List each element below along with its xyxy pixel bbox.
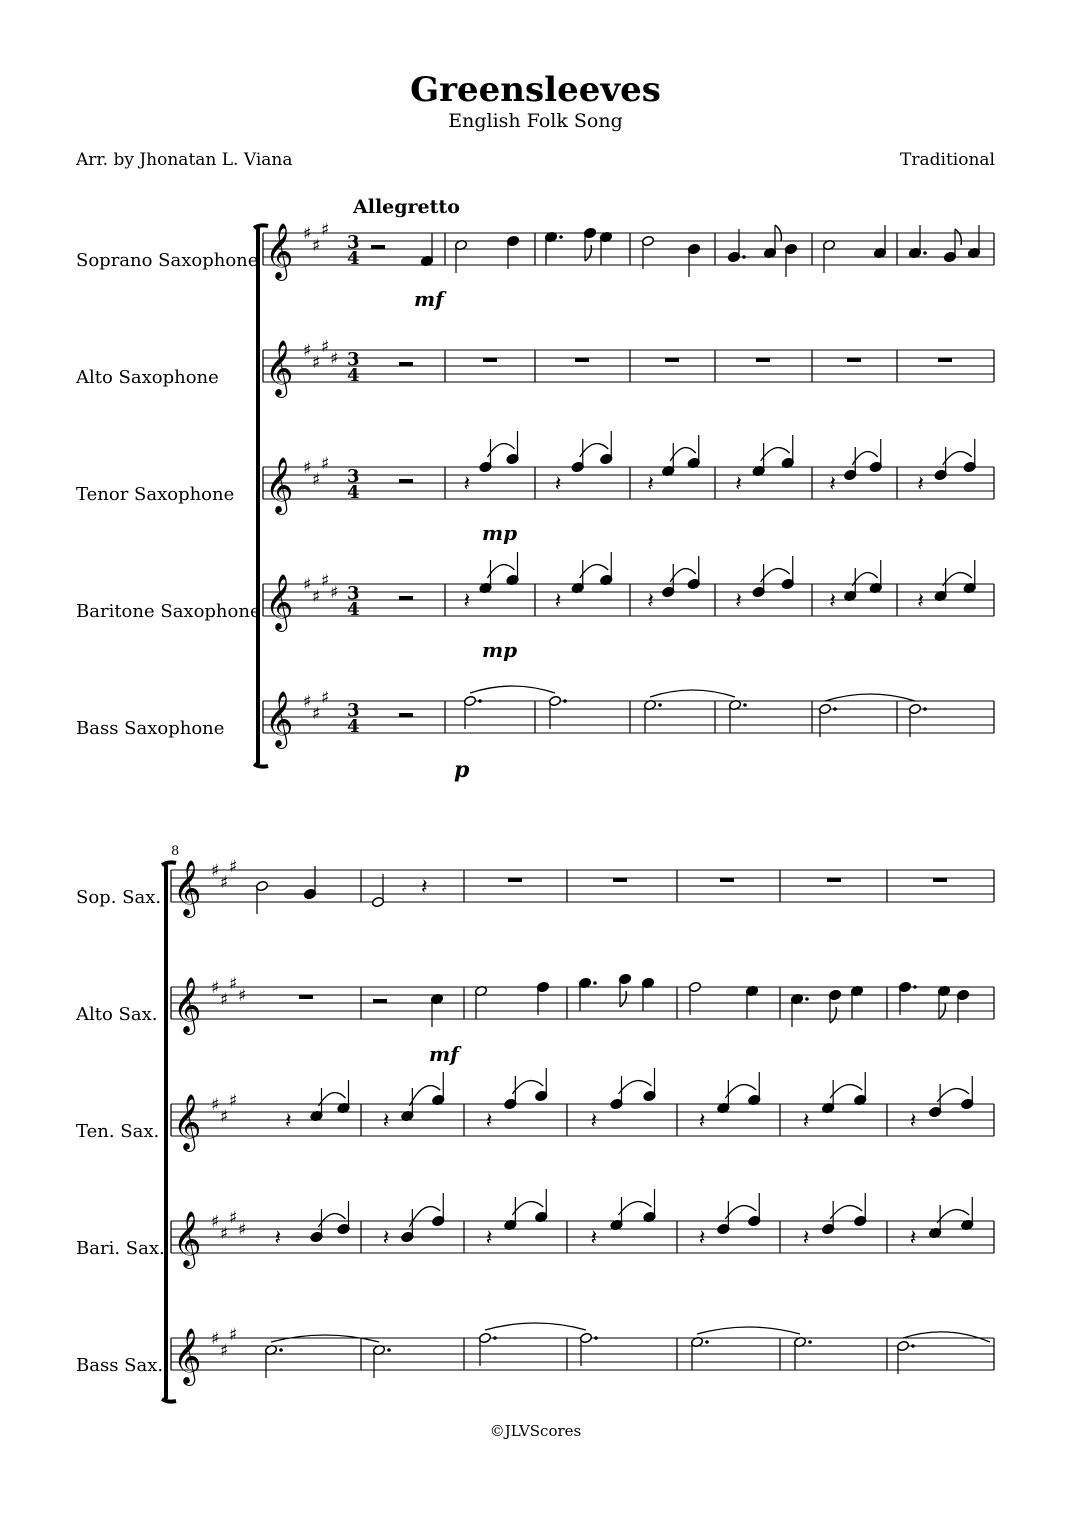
half-rest bbox=[399, 362, 413, 366]
whole-rest bbox=[847, 358, 861, 362]
instrument-name-tenor: Tenor Saxophone bbox=[76, 484, 235, 505]
half-rest bbox=[399, 713, 413, 717]
slur bbox=[830, 1085, 862, 1098]
time-signature-numerator: 3 bbox=[347, 349, 360, 370]
instrument-abbr-bass: Bass Sax. bbox=[76, 1355, 164, 1376]
note-flag bbox=[830, 1007, 836, 1023]
treble-clef-icon: 𝄞 bbox=[173, 1211, 202, 1267]
note-flag bbox=[585, 245, 591, 261]
augmentation-dot bbox=[478, 699, 482, 703]
arranger-credit: Arr. by Jhonatan L. Viana bbox=[76, 150, 293, 170]
time-signature-denominator: 4 bbox=[347, 365, 360, 386]
half-rest bbox=[399, 596, 413, 600]
quarter-rest-icon: 𝄽 bbox=[698, 1226, 706, 1251]
sharp-icon: ♯ bbox=[303, 458, 312, 478]
score-title: Greensleeves bbox=[410, 70, 661, 110]
slur bbox=[650, 690, 735, 697]
slur bbox=[937, 1089, 969, 1102]
augmentation-dot bbox=[594, 1336, 598, 1340]
time-signature-denominator: 4 bbox=[347, 482, 360, 503]
quarter-rest-icon: 𝄽 bbox=[485, 1226, 493, 1251]
instrument-name-bass: Bass Saxophone bbox=[76, 718, 225, 739]
sharp-icon: ♯ bbox=[229, 1091, 238, 1111]
augmentation-dot bbox=[705, 1340, 709, 1344]
whole-rest bbox=[756, 358, 770, 362]
sharp-icon: ♯ bbox=[229, 1325, 238, 1345]
quarter-rest-icon: 𝄽 bbox=[382, 1109, 390, 1134]
note-flag bbox=[955, 229, 961, 245]
instrument-name-alto: Alto Saxophone bbox=[76, 367, 219, 388]
sharp-icon: ♯ bbox=[312, 470, 321, 490]
slur bbox=[619, 1081, 652, 1094]
dynamic-baritone: mp bbox=[482, 638, 518, 662]
augmentation-dot bbox=[833, 707, 837, 711]
quarter-rest-icon: 𝄽 bbox=[485, 1109, 493, 1134]
whole-rest bbox=[613, 878, 627, 882]
sharp-icon: ♯ bbox=[220, 1224, 229, 1244]
sharp-icon: ♯ bbox=[330, 583, 339, 603]
sharp-icon: ♯ bbox=[330, 349, 339, 369]
sharp-icon: ♯ bbox=[211, 1329, 220, 1349]
treble-clef-icon: 𝄞 bbox=[173, 1094, 202, 1150]
augmentation-dot bbox=[913, 985, 917, 989]
slur bbox=[697, 1327, 800, 1334]
slur bbox=[903, 1332, 990, 1342]
half-rest bbox=[371, 245, 385, 249]
quarter-rest-icon: 𝄽 bbox=[590, 1109, 598, 1134]
dynamic-soprano: mf bbox=[414, 287, 444, 311]
treble-clef-icon: 𝄞 bbox=[265, 223, 294, 279]
quarter-rest-icon: 𝄽 bbox=[917, 472, 924, 497]
sharp-icon: ♯ bbox=[303, 692, 312, 712]
treble-clef-icon: 𝄞 bbox=[265, 457, 294, 513]
time-signature-numerator: 3 bbox=[347, 583, 360, 604]
half-rest bbox=[399, 479, 413, 483]
sharp-icon: ♯ bbox=[321, 337, 330, 357]
time-signature-denominator: 4 bbox=[347, 599, 360, 620]
treble-clef-icon: 𝄞 bbox=[173, 860, 202, 916]
sharp-icon: ♯ bbox=[220, 873, 229, 893]
augmentation-dot bbox=[559, 235, 563, 239]
instrument-abbr-alto: Alto Sax. bbox=[76, 1004, 158, 1025]
dynamic-tenor: mp bbox=[482, 521, 518, 545]
note-flag bbox=[620, 991, 626, 1007]
augmentation-dot bbox=[808, 1340, 812, 1344]
sharp-icon: ♯ bbox=[238, 1220, 247, 1240]
augmentation-dot bbox=[743, 703, 747, 707]
augmentation-dot bbox=[911, 1344, 915, 1348]
sharp-icon: ♯ bbox=[229, 1208, 238, 1228]
slur bbox=[830, 1206, 862, 1219]
sharp-icon: ♯ bbox=[321, 220, 330, 240]
augmentation-dot bbox=[923, 251, 927, 255]
sharp-icon: ♯ bbox=[303, 341, 312, 361]
instrument-abbr-soprano: Sop. Sax. bbox=[76, 887, 162, 908]
tempo-marking: Allegretto bbox=[353, 196, 460, 218]
quarter-rest-icon: 𝄽 bbox=[735, 472, 742, 497]
whole-rest bbox=[827, 878, 841, 882]
sharp-icon: ♯ bbox=[229, 974, 238, 994]
augmentation-dot bbox=[563, 699, 567, 703]
treble-clef-icon: 𝄞 bbox=[265, 340, 294, 396]
quarter-rest-icon: 𝄽 bbox=[735, 589, 742, 614]
quarter-rest-icon: 𝄽 bbox=[909, 1226, 917, 1251]
treble-clef-icon: 𝄞 bbox=[265, 574, 294, 630]
footer-copyright: ©JLVScores bbox=[489, 1422, 582, 1440]
quarter-rest-icon: 𝄽 bbox=[829, 472, 836, 497]
time-signature-numerator: 3 bbox=[347, 232, 360, 253]
whole-rest bbox=[299, 995, 313, 999]
sharp-icon: ♯ bbox=[312, 704, 321, 724]
augmentation-dot bbox=[279, 1348, 283, 1352]
whole-rest bbox=[933, 878, 947, 882]
augmentation-dot bbox=[493, 1336, 497, 1340]
whole-rest bbox=[720, 878, 734, 882]
instrument-name-soprano: Soprano Saxophone bbox=[76, 250, 259, 271]
quarter-rest-icon: 𝄽 bbox=[698, 1109, 706, 1134]
sharp-icon: ♯ bbox=[303, 575, 312, 595]
sharp-icon: ♯ bbox=[321, 454, 330, 474]
composer-credit: Traditional bbox=[900, 150, 995, 170]
quarter-rest-icon: 𝄽 bbox=[463, 472, 471, 497]
quarter-rest-icon: 𝄽 bbox=[647, 589, 654, 614]
quarter-rest-icon: 𝄽 bbox=[802, 1226, 810, 1251]
sharp-icon: ♯ bbox=[211, 1212, 220, 1232]
treble-clef-icon: 𝄞 bbox=[265, 691, 294, 747]
quarter-rest-icon: 𝄽 bbox=[463, 589, 471, 614]
sharp-icon: ♯ bbox=[211, 1095, 220, 1115]
instrument-name-baritone: Baritone Saxophone bbox=[76, 601, 261, 622]
augmentation-dot bbox=[923, 707, 927, 711]
time-signature-denominator: 4 bbox=[347, 248, 360, 269]
quarter-rest-icon: 𝄽 bbox=[284, 1109, 292, 1134]
sharp-icon: ♯ bbox=[238, 986, 247, 1006]
quarter-rest-icon: 𝄽 bbox=[554, 589, 562, 614]
sharp-icon: ♯ bbox=[303, 224, 312, 244]
quarter-rest-icon: 𝄽 bbox=[802, 1109, 810, 1134]
whole-rest bbox=[508, 878, 522, 882]
augmentation-dot bbox=[658, 703, 662, 707]
whole-rest bbox=[575, 358, 589, 362]
sharp-icon: ♯ bbox=[321, 571, 330, 591]
instrument-abbr-tenor: Ten. Sax. bbox=[76, 1121, 160, 1142]
dynamic-bass: p bbox=[454, 757, 470, 783]
slur bbox=[825, 694, 915, 701]
slur bbox=[470, 686, 555, 693]
quarter-rest-icon: 𝄽 bbox=[829, 589, 836, 614]
augmentation-dot bbox=[742, 255, 746, 259]
whole-rest bbox=[665, 358, 679, 362]
augmentation-dot bbox=[593, 981, 597, 985]
sharp-icon: ♯ bbox=[220, 990, 229, 1010]
slur bbox=[485, 1323, 586, 1330]
sharp-icon: ♯ bbox=[211, 978, 220, 998]
sharp-icon: ♯ bbox=[312, 353, 321, 373]
augmentation-dot bbox=[805, 997, 809, 1001]
augmentation-dot bbox=[387, 1348, 391, 1352]
whole-rest bbox=[483, 358, 497, 362]
quarter-rest-icon: 𝄽 bbox=[909, 1109, 917, 1134]
treble-clef-icon: 𝄞 bbox=[173, 1328, 202, 1384]
slur bbox=[619, 1202, 652, 1215]
time-signature-numerator: 3 bbox=[347, 466, 360, 487]
dynamic-alto: mf bbox=[429, 1042, 459, 1066]
measure-number: 8 bbox=[171, 844, 180, 859]
sharp-icon: ♯ bbox=[321, 688, 330, 708]
quarter-rest-icon: 𝄽 bbox=[917, 589, 924, 614]
sharp-icon: ♯ bbox=[312, 236, 321, 256]
time-signature-denominator: 4 bbox=[347, 716, 360, 737]
quarter-rest-icon: 𝄽 bbox=[421, 875, 428, 900]
sharp-icon: ♯ bbox=[220, 1107, 229, 1127]
half-rest bbox=[373, 999, 387, 1003]
quarter-rest-icon: 𝄽 bbox=[590, 1226, 598, 1251]
quarter-rest-icon: 𝄽 bbox=[382, 1226, 390, 1251]
sharp-icon: ♯ bbox=[220, 1341, 229, 1361]
score-subtitle: English Folk Song bbox=[448, 110, 623, 132]
sharp-icon: ♯ bbox=[229, 857, 238, 877]
time-signature-numerator: 3 bbox=[347, 700, 360, 721]
treble-clef-icon: 𝄞 bbox=[173, 977, 202, 1033]
sharp-icon: ♯ bbox=[211, 861, 220, 881]
sharp-icon: ♯ bbox=[312, 587, 321, 607]
whole-rest bbox=[938, 358, 952, 362]
instrument-abbr-baritone: Bari. Sax. bbox=[76, 1238, 165, 1259]
quarter-rest-icon: 𝄽 bbox=[647, 472, 654, 497]
quarter-rest-icon: 𝄽 bbox=[274, 1226, 282, 1251]
quarter-rest-icon: 𝄽 bbox=[554, 472, 562, 497]
